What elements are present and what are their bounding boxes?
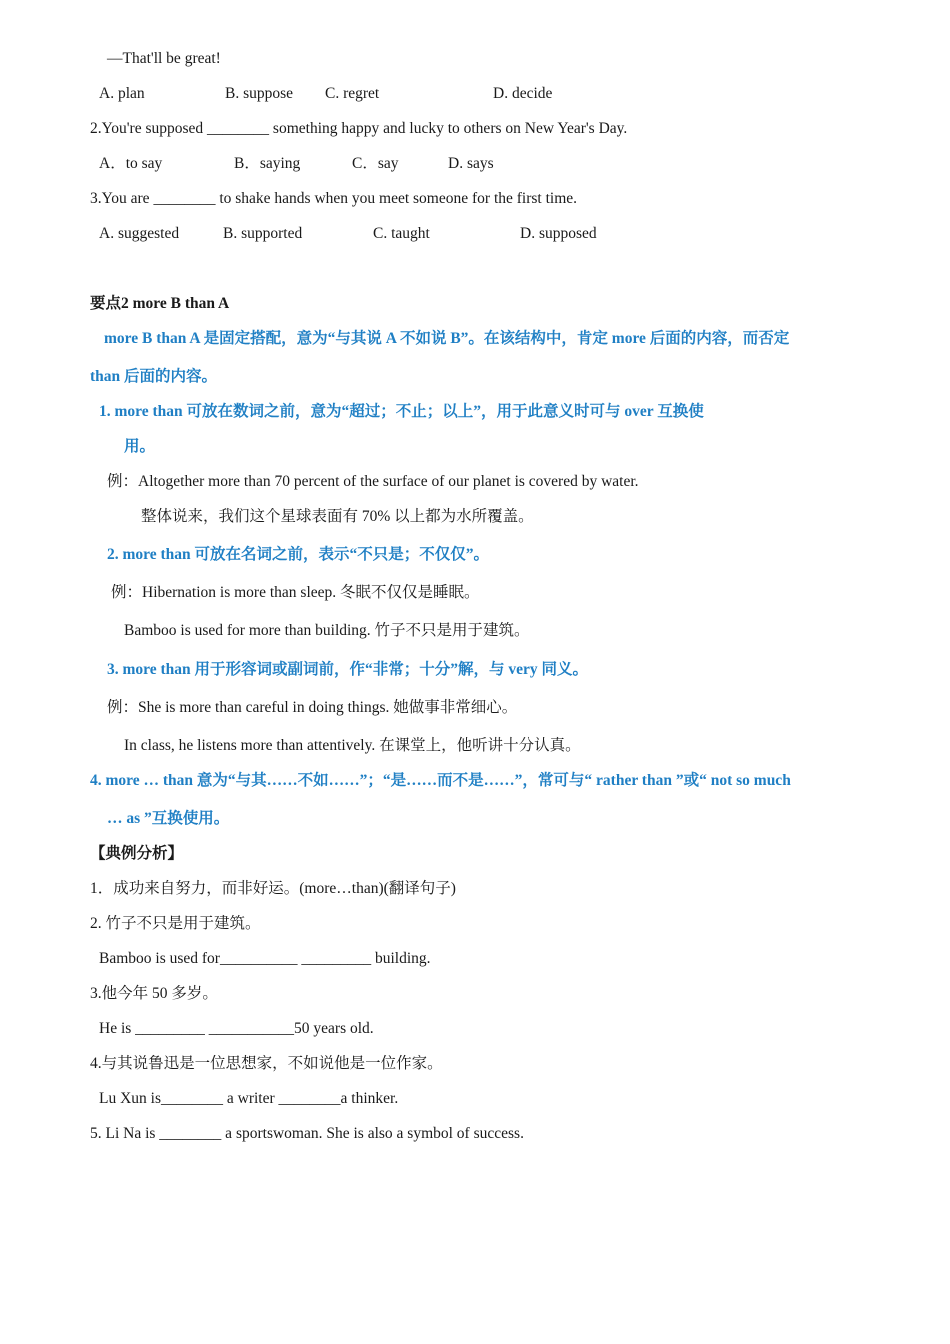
point2-intro-line2: than 后面的内容。 xyxy=(90,368,218,385)
q3-option-c: C. taught xyxy=(373,225,430,242)
question-3: 3.You are ________ to shake hands when you meet someone for the first time. xyxy=(90,190,578,207)
analysis-q4: 4.与其说鲁迅是一位思想家，不如说他是一位作家。 xyxy=(90,1055,443,1072)
analysis-q3: 3.他今年 50 多岁。 xyxy=(90,985,218,1002)
q2-option-a: A．to say xyxy=(99,155,163,172)
example2a: 例：Hibernation is more than sleep. 冬眠不仅仅是睡眠。 xyxy=(111,584,480,601)
rule1-line2: 用。 xyxy=(124,438,156,455)
example3a: 例：She is more than careful in doing things. 她做事非常细心。 xyxy=(107,699,518,716)
rule3: 3. more than 用于形容词或副词前，作“非常；十分”解，与 very 同义。 xyxy=(107,661,589,678)
rule1-line1: 1. more than 可放在数词之前，意为“超过；不止；以上”，用于此意义时可与 over 互换使 xyxy=(99,403,704,420)
example2b: Bamboo is used for more than building. 竹子不只是用于建筑。 xyxy=(124,622,530,639)
q1-option-b: B. suppose xyxy=(225,85,294,102)
q3-option-d: D. supposed xyxy=(520,225,597,242)
analysis-q5: 5. Li Na is ________ a sportswoman. She is also a symbol of success. xyxy=(90,1125,524,1142)
q2-option-b: B．saying xyxy=(234,155,301,172)
rule4-line2: … as ”互换使用。 xyxy=(107,810,230,827)
analysis-q1: 1．成功来自努力，而非好运。(more…than)(翻译句子) xyxy=(90,880,456,897)
analysis-q3-english: He is _________ ___________50 years old. xyxy=(99,1020,374,1037)
q3-option-a: A. suggested xyxy=(99,225,180,242)
question-2: 2.You're supposed ________ something happy and lucky to others on New Year's Day. xyxy=(90,120,628,137)
point2-intro-line1: more B than A 是固定搭配，意为“与其说 A 不如说 B”。在该结构中，肯定 more 后面的内容，而否定 xyxy=(104,330,790,347)
analysis-q2: 2. 竹子不只是用于建筑。 xyxy=(90,915,261,932)
q1-option-a: A. plan xyxy=(99,85,145,102)
q3-option-b: B. supported xyxy=(223,225,303,242)
q1-option-d: D. decide xyxy=(493,85,553,102)
rule4-line1: 4. more … than 意为“与其……不如……”；“是……而不是……”，常可与“ rather than ”或“ not so much xyxy=(90,772,791,789)
q2-option-d: D. says xyxy=(448,155,494,172)
analysis-q4-english: Lu Xun is________ a writer ________a thinker. xyxy=(99,1090,399,1107)
point2-heading: 要点2 more B than A xyxy=(90,295,230,312)
example3b: In class, he listens more than attentively. 在课堂上，他听讲十分认真。 xyxy=(124,737,581,754)
q1-options xyxy=(0,84,950,104)
q2-options xyxy=(0,154,950,174)
q1-option-c: C. regret xyxy=(325,85,380,102)
dialog-line: —That'll be great! xyxy=(107,50,221,67)
analysis-q2-english: Bamboo is used for__________ _________ building. xyxy=(99,950,431,967)
example1-chinese: 整体说来，我们这个星球表面有 70% 以上都为水所覆盖。 xyxy=(141,508,534,525)
example1-english: 例：Altogether more than 70 percent of the surface of our planet is covered by water. xyxy=(107,473,639,490)
q3-options xyxy=(0,224,950,244)
q2-option-c: C．say xyxy=(352,155,399,172)
analysis-heading: 【典例分析】 xyxy=(90,845,184,862)
rule2: 2. more than 可放在名词之前，表示“不只是；不仅仅”。 xyxy=(107,546,490,563)
